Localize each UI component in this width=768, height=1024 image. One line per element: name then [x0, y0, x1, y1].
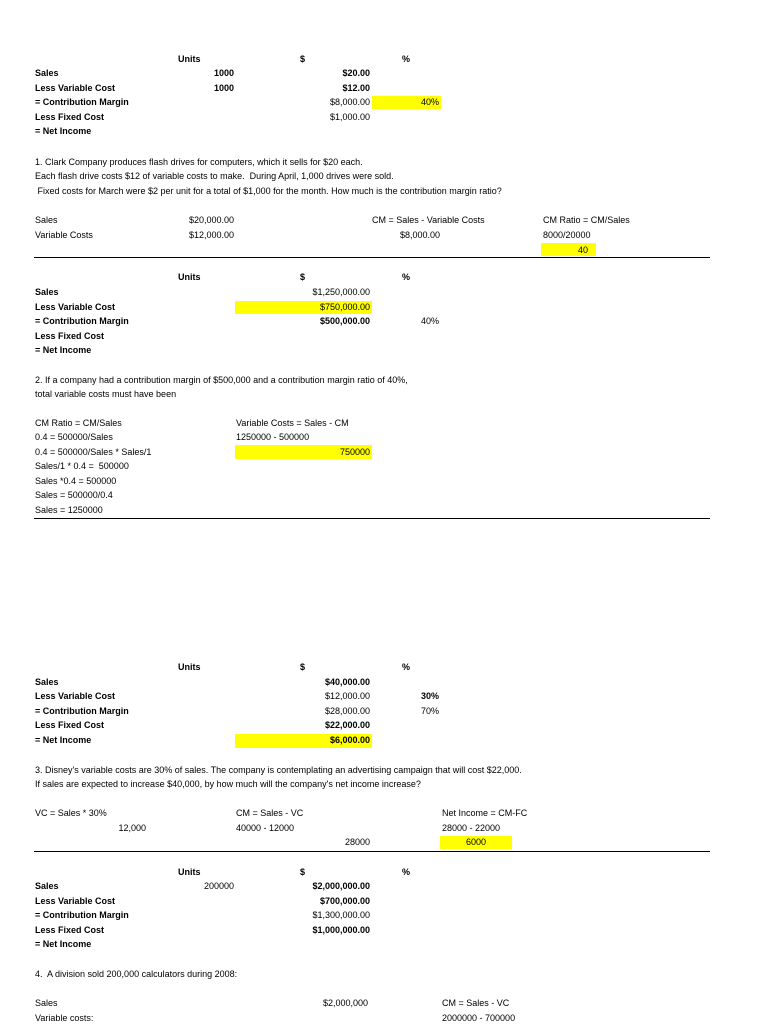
question-text: 1. Clark Company produces flash drives for computers, which it sells for $20 each.	[35, 157, 363, 167]
cm-formula: CM = Sales - VC	[236, 808, 304, 818]
ratio-formula: CM Ratio = CM/Sales	[543, 215, 630, 225]
row-label-contribution-margin: = Contribution Margin	[35, 706, 129, 716]
row-label-sales: Sales	[35, 677, 59, 687]
row-label-net-income: = Net Income	[35, 939, 92, 949]
row-label-fixed-cost: Less Fixed Cost	[35, 720, 105, 730]
dollars-fixed-cost: $22,000.00	[324, 720, 370, 730]
cm-calculation: 2000000 - 700000	[442, 1013, 516, 1023]
cm-formula: CM = Sales - Variable Costs	[372, 215, 485, 225]
vc-result: 750000	[339, 447, 370, 457]
dollars-contribution-margin: $8,000.00	[329, 97, 370, 107]
vc-formula: VC = Sales * 30%	[35, 808, 107, 818]
units-variable-cost: 1000	[213, 83, 234, 93]
row-label-sales: Sales	[35, 881, 59, 891]
value-sales: $20,000.00	[188, 215, 234, 225]
row-label-fixed-cost: Less Fixed Cost	[35, 925, 105, 935]
header-dollars: $	[300, 54, 306, 64]
question-text: Fixed costs for March were $2 per unit for a total of $1,000 for the month. How much is the contribution margin ratio?	[35, 186, 502, 196]
row-label-net-income: = Net Income	[35, 126, 92, 136]
row-label-variable-cost: Less Variable Cost	[35, 896, 116, 906]
header-percent: %	[402, 867, 411, 877]
row-label-fixed-cost: Less Fixed Cost	[35, 112, 105, 122]
dollars-variable-cost: $12.00	[342, 83, 370, 93]
ni-value: 6000	[465, 837, 487, 847]
percent-contribution-margin: 40%	[420, 316, 439, 326]
row-label-variable-cost: Less Variable Cost	[35, 691, 116, 701]
question-text: 2. If a company had a contribution margin of $500,000 and a contribution margin ratio of 40%,	[35, 375, 408, 385]
cm-formula: CM = Sales - VC	[442, 998, 510, 1008]
row-label-variable-cost: Less Variable Cost	[35, 302, 116, 312]
ratio-result: 40	[577, 245, 588, 255]
section-divider	[34, 257, 710, 258]
vc-calculation: 1250000 - 500000	[236, 432, 310, 442]
cm-value: 28000	[344, 837, 370, 847]
row-label-sales: Sales	[35, 287, 59, 297]
cm-value: $8,000.00	[399, 230, 440, 240]
section-divider	[34, 518, 710, 519]
value-variable-costs: $12,000.00	[188, 230, 234, 240]
label-variable-costs: Variable Costs	[35, 230, 93, 240]
row-label-net-income: = Net Income	[35, 735, 92, 745]
value-sales: $2,000,000	[322, 998, 368, 1008]
row-label-variable-cost: Less Variable Cost	[35, 83, 116, 93]
ni-calculation: 28000 - 22000	[442, 823, 501, 833]
work-line: Sales *0.4 = 500000	[35, 476, 117, 486]
header-percent: %	[402, 54, 411, 64]
units-sales: 200000	[203, 881, 234, 891]
question-text: 4. A division sold 200,000 calculators during 2008:	[35, 969, 238, 979]
header-units: Units	[178, 54, 201, 64]
row-label-contribution-margin: = Contribution Margin	[35, 97, 129, 107]
work-line: Sales = 1250000	[35, 505, 103, 515]
dollars-variable-cost: $750,000.00	[319, 302, 370, 312]
section-divider	[34, 851, 710, 852]
work-line: 0.4 = 500000/Sales * Sales/1	[35, 447, 152, 457]
dollars-fixed-cost: $1,000,000.00	[312, 925, 370, 935]
header-percent: %	[402, 662, 411, 672]
dollars-sales: $20.00	[342, 68, 370, 78]
header-units: Units	[178, 272, 201, 282]
header-dollars: $	[300, 662, 306, 672]
header-dollars: $	[300, 272, 306, 282]
row-label-contribution-margin: = Contribution Margin	[35, 910, 129, 920]
dollars-net-income: $6,000.00	[329, 735, 370, 745]
units-sales: 1000	[213, 68, 234, 78]
question-text: total variable costs must have been	[35, 389, 177, 399]
work-line: Sales = 500000/0.4	[35, 490, 113, 500]
header-percent: %	[402, 272, 411, 282]
row-label-fixed-cost: Less Fixed Cost	[35, 331, 105, 341]
row-label-net-income: = Net Income	[35, 345, 92, 355]
header-units: Units	[178, 867, 201, 877]
header-units: Units	[178, 662, 201, 672]
question-text: 3. Disney's variable costs are 30% of sales. The company is contemplating an advertising campaign that will cost $22,000.	[35, 765, 522, 775]
row-label-contribution-margin: = Contribution Margin	[35, 316, 129, 326]
label-sales: Sales	[35, 998, 58, 1008]
percent-variable-cost: 30%	[420, 691, 439, 701]
work-line: CM Ratio = CM/Sales	[35, 418, 122, 428]
dollars-contribution-margin: $500,000.00	[319, 316, 370, 326]
label-variable-costs: Variable costs:	[35, 1013, 94, 1023]
ni-formula: Net Income = CM-FC	[442, 808, 528, 818]
percent-contribution-margin: 40%	[420, 97, 439, 107]
work-line: Sales/1 * 0.4 = 500000	[35, 461, 129, 471]
cm-calculation: 40000 - 12000	[236, 823, 295, 833]
dollars-variable-cost: $12,000.00	[324, 691, 370, 701]
dollars-contribution-margin: $1,300,000.00	[312, 910, 370, 920]
dollars-sales: $1,250,000.00	[312, 287, 370, 297]
question-text: Each flash drive costs $12 of variable costs to make. During April, 1,000 drives were sold.	[35, 171, 394, 181]
question-text: If sales are expected to increase $40,000, by how much will the company's net income increase?	[35, 779, 421, 789]
header-dollars: $	[300, 867, 306, 877]
dollars-sales: $40,000.00	[324, 677, 370, 687]
ratio-calculation: 8000/20000	[543, 230, 591, 240]
percent-contribution-margin: 70%	[420, 706, 439, 716]
dollars-fixed-cost: $1,000.00	[329, 112, 370, 122]
dollars-contribution-margin: $28,000.00	[324, 706, 370, 716]
vc-value: 12,000	[118, 823, 146, 833]
dollars-variable-cost: $700,000.00	[319, 896, 370, 906]
label-sales: Sales	[35, 215, 58, 225]
dollars-sales: $2,000,000.00	[312, 881, 370, 891]
work-line: 0.4 = 500000/Sales	[35, 432, 113, 442]
row-label-sales: Sales	[35, 68, 59, 78]
vc-formula: Variable Costs = Sales - CM	[236, 418, 349, 428]
